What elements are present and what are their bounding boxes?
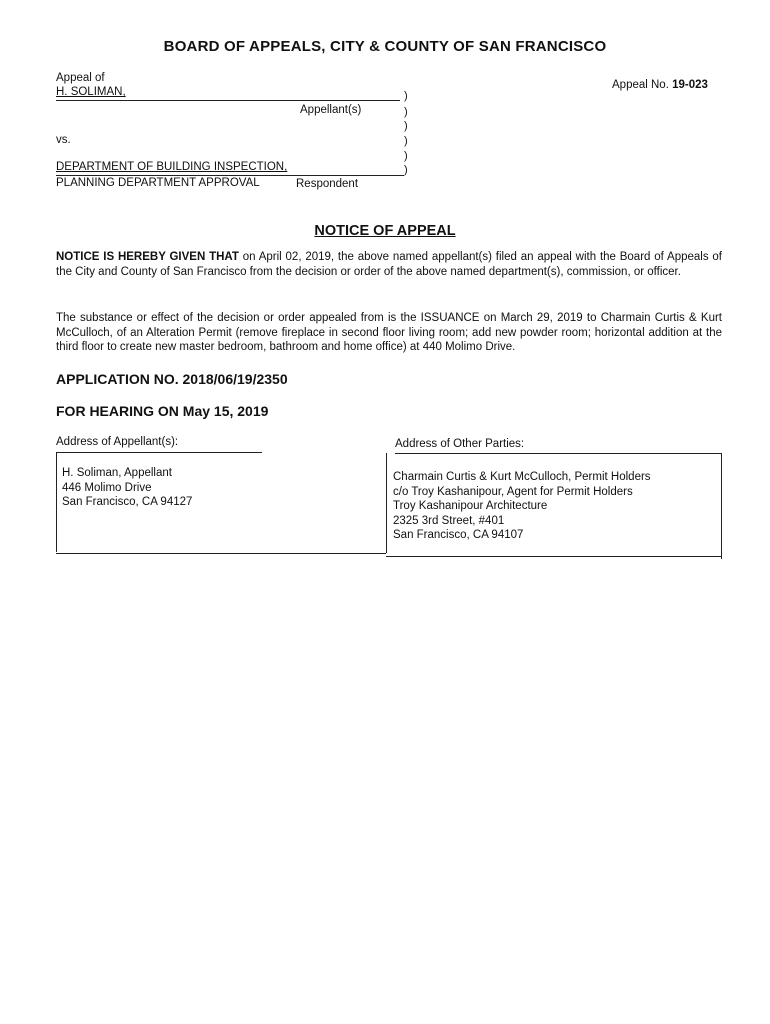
appeal-no-label: Appeal No.: [612, 79, 669, 91]
document-title: BOARD OF APPEALS, CITY & COUNTY OF SAN FRANCISCO: [163, 38, 607, 55]
address-line: Charmain Curtis & Kurt McCulloch, Permit Holders: [393, 471, 651, 483]
address-line: 446 Molimo Drive: [62, 481, 152, 494]
address-line: San Francisco, CA 94107: [393, 529, 524, 541]
caption-paren: ): [404, 135, 408, 147]
appellant-address: [62, 466, 192, 510]
appeal-number: [612, 79, 708, 91]
other-parties-address: [393, 470, 651, 543]
appellant-address-label: Address of Appellant(s):: [56, 436, 179, 448]
caption-paren: ): [404, 90, 408, 102]
address-line: H. Soliman, Appellant: [62, 467, 172, 479]
other-parties-address-label: Address of Other Parties:: [395, 438, 525, 450]
address-line: San Francisco, CA 94127: [62, 496, 193, 508]
address-rule-right: [395, 453, 721, 454]
respondent-department: DEPARTMENT OF BUILDING INSPECTION,: [56, 161, 288, 173]
address-rule-bottom-left: [56, 553, 386, 554]
notice-paragraph-2: The substance or effect of the decision or order appealed from is the ISSUANCE on March 29, 2019 to Charmain Curtis & Kurt McCulloch, of an Alteration Permit (remove fireplace in second floor living room; add new powder room; horizontal addition at the third floor to create new master bedroom, bathroom and home office) at 440 Molimo Drive.: [56, 312, 722, 353]
address-box-left-edge: [56, 452, 57, 552]
respondent-approval: PLANNING DEPARTMENT APPROVAL: [56, 177, 260, 189]
caption-rule-1: [56, 100, 400, 101]
address-box-divider: [386, 453, 387, 553]
address-line: 2325 3rd Street, #401: [393, 514, 505, 527]
appeal-of-label: Appeal of: [56, 72, 105, 84]
caption-paren: ): [404, 120, 408, 132]
address-rule-bottom-right: [386, 556, 721, 557]
notice-heading: NOTICE OF APPEAL: [314, 223, 456, 239]
notice-lead: NOTICE IS HEREBY GIVEN THAT: [56, 251, 239, 263]
appellant-role: Appellant(s): [300, 104, 362, 116]
vs-label: vs.: [56, 134, 71, 146]
address-box-right-edge: [721, 453, 722, 559]
appellant-name: H. SOLIMAN,: [56, 86, 126, 98]
application-number: APPLICATION NO. 2018/06/19/2350: [56, 371, 288, 387]
caption-rule-2: [56, 175, 404, 176]
caption-paren: ): [404, 150, 408, 162]
address-line: Troy Kashanipour Architecture: [393, 500, 548, 512]
caption-paren: ): [404, 164, 408, 176]
respondent-role: Respondent: [296, 178, 359, 190]
appeal-no-value: 19-023: [672, 79, 708, 91]
address-line: c/o Troy Kashanipour, Agent for Permit Holders: [393, 485, 633, 498]
notice-body: on April 02, 2019, the above named appellant(s) filed an appeal with the Board of Appeals of the City and County of San Francisco from the decision or order of the above named department(s), commission, or officer.: [56, 251, 722, 278]
hearing-date: FOR HEARING ON May 15, 2019: [56, 403, 269, 419]
notice-paragraph-1: [56, 250, 722, 279]
caption-paren: ): [404, 106, 408, 118]
address-rule-left: [56, 452, 262, 453]
